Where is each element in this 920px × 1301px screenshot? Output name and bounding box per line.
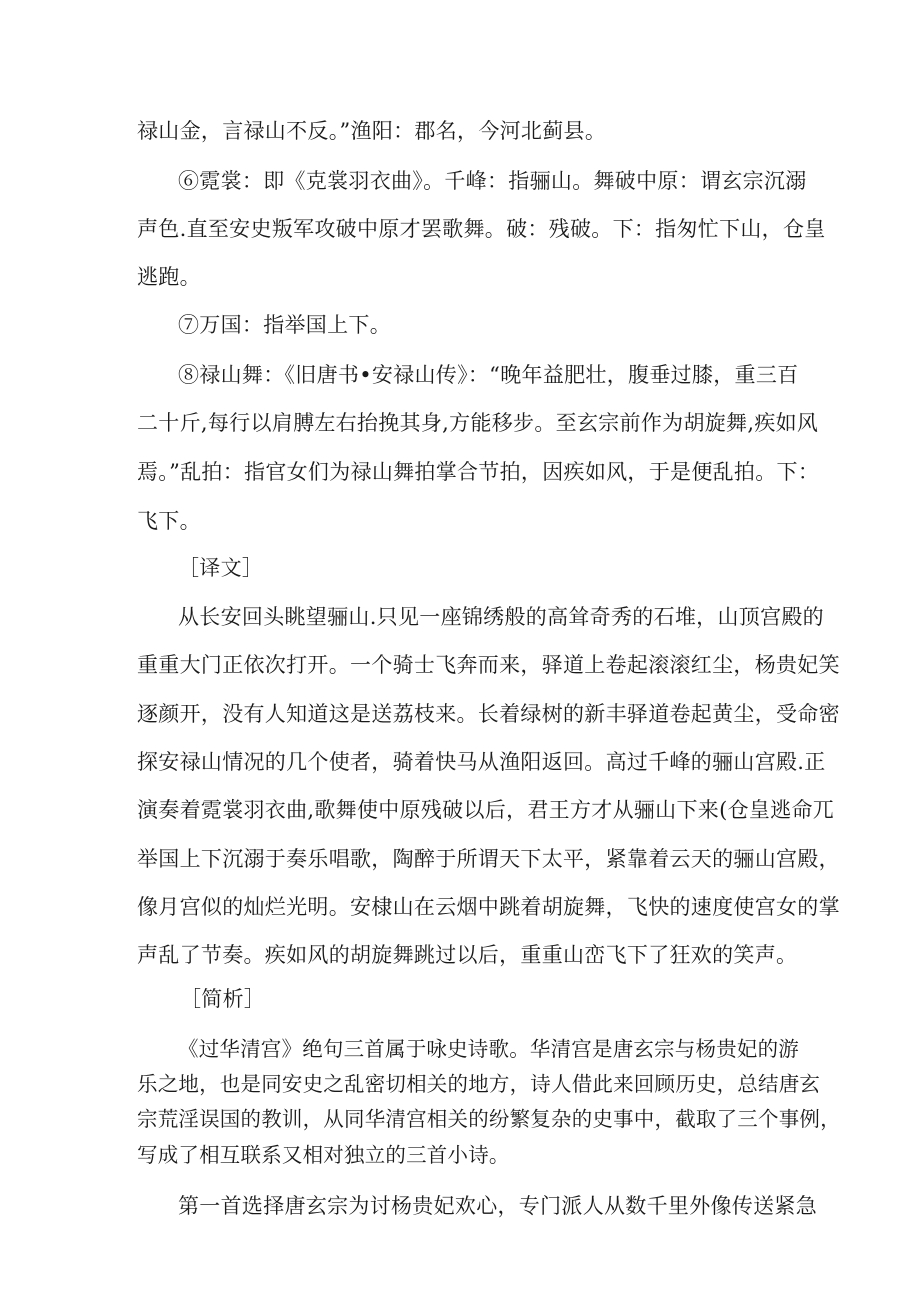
text-line: 举国上下沉溺于奏乐唱歌，陶醉于所谓天下太平，紧靠着云天的骊山宫殿， <box>137 847 840 871</box>
text-line: 从长安回头眺望骊山.只见一座锦绣般的高耸奇秀的石堆，山顶宫殿的 <box>178 605 824 629</box>
text-line: 写成了相互联系又相对独立的三首小诗。 <box>137 1143 510 1167</box>
text-line: ⑦万国：指举国上下。 <box>178 313 391 337</box>
text-line: 第一首选择唐玄宗为讨杨贵妃欢心，专门派人从数千里外像传送紧急 <box>178 1194 817 1218</box>
text-line: 焉。”乱拍：指官女们为禄山舞拍掌合节拍，因疾如风，于是便乱拍。下： <box>137 460 820 484</box>
text-line: ⑧禄山舞：《旧唐书•安禄山传》：“晚年益肥壮，腹垂过膝，重三百 <box>178 363 799 387</box>
text-line: 飞下。 <box>137 509 201 533</box>
text-line: 宗荒淫误国的教训，从同华清宫相关的纷繁复杂的史事中，截取了三个事例， <box>137 1107 841 1131</box>
text-line: 乐之地，也是同安史之乱密切相关的地方，诗人借此来回顾历史，总结唐玄 <box>137 1072 821 1096</box>
text-line: 禄山金，言禄山不反。”渔阳：郡名，今河北蓟县。 <box>137 119 607 143</box>
text-line: 逐颜开，没有人知道这是送荔枝来。长着绿树的新丰驿道卷起黄尘，受命密 <box>137 702 840 726</box>
text-line: 声乱了节奏。疾如风的胡旋舞跳过以后，重重山峦飞下了狂欢的笑声。 <box>137 943 798 967</box>
text-line: 逃跑。 <box>137 265 201 289</box>
text-line: 探安禄山情况的几个使者，骑着快马从渔阳返回。高过千峰的骊山宫殿.正 <box>137 750 826 774</box>
text-line: 《过华清宫》绝句三首属于咏史诗歌。华清宫是唐玄宗与杨贵妃的游 <box>178 1037 799 1061</box>
text-line: 像月宫似的灿烂光明。安棣山在云烟中跳着胡旋舞，飞快的速度使宫女的掌 <box>137 895 840 919</box>
section-heading-translation: ［译文］ <box>178 556 264 580</box>
text-line: 重重大门正依次打开。一个骑士飞奔而来，驿道上卷起滚滚红尘，杨贵妃笑 <box>137 653 840 677</box>
section-heading-analysis: ［简析］ <box>180 987 266 1011</box>
text-line: 演奏着霓裳羽衣曲,歌舞使中原残破以后，君王方才从骊山下来(仓皇逃命兀 <box>137 798 835 822</box>
text-line: 声色.直至安史叛军攻破中原才罢歌舞。破：残破。下：指匆忙下山，仓皇 <box>137 217 826 241</box>
text-line: ⑥霓裳：即《克裳羽衣曲》。千峰：指骊山。舞破中原：谓玄宗沉溺 <box>178 169 807 193</box>
text-line: 二十斤,每行以肩膊左右抬挽其身,方能移步。至玄宗前作为胡旋舞,疾如风 <box>137 411 819 435</box>
